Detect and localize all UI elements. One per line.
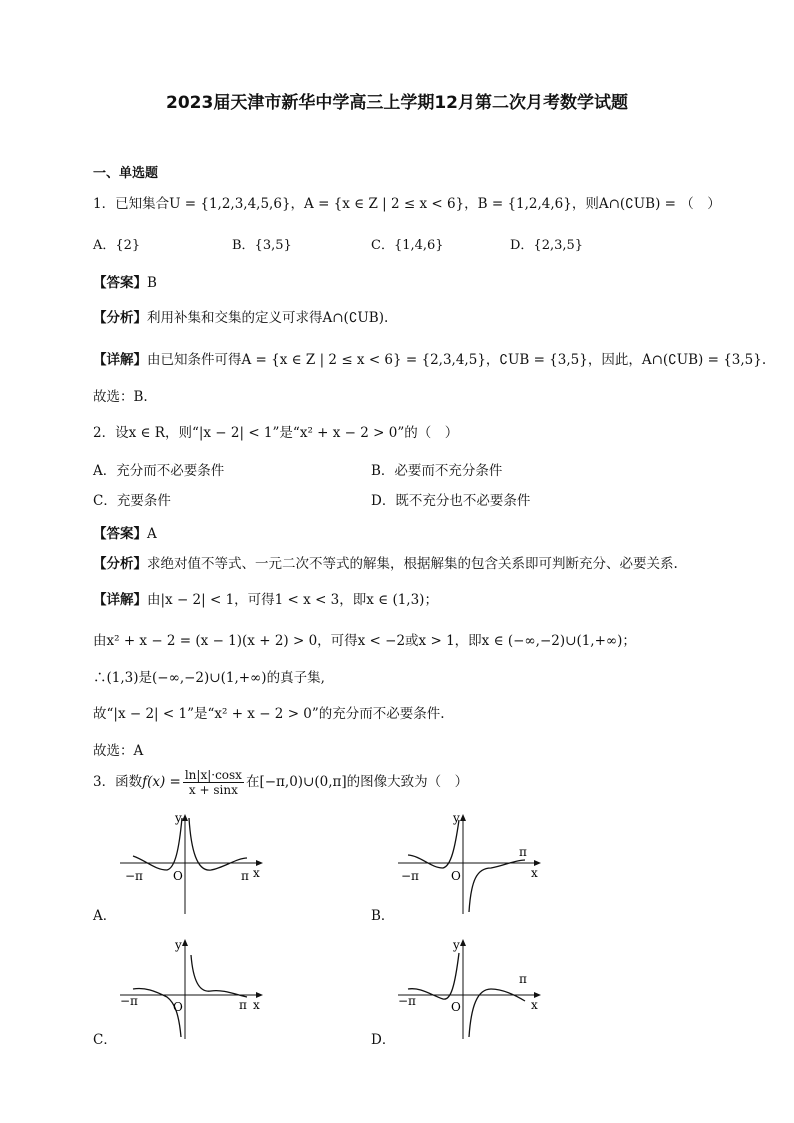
q3-stem: [93, 768, 468, 797]
x-label: x: [531, 998, 538, 1012]
q2-stem: 2．设x ∈ R，则“|x − 2| < 1”是“x² + x − 2 > 0”的（ ）: [93, 425, 459, 441]
y-label: y: [175, 938, 182, 952]
q2-answer-row: [93, 522, 157, 542]
y-label: y: [453, 811, 460, 825]
q1-answer-row: [93, 271, 157, 291]
q3-graph-d: [393, 935, 548, 1043]
x-label: x: [253, 866, 260, 880]
q2-answer-tag: 【答案】: [93, 526, 147, 542]
q3-func-name: f(x) =: [142, 774, 181, 790]
q3-option-a: A．: [93, 908, 117, 924]
section-heading: 一、单选题: [93, 166, 159, 181]
q2-choose: 故选：A: [93, 743, 144, 759]
q3-fraction: [183, 768, 244, 797]
q3-numerator: ln|x|·cosx: [184, 768, 242, 782]
y-axis-arrow-icon: [182, 939, 188, 946]
q2-detail-1: 由|x − 2| < 1，可得1 < x < 3，即x ∈ (1,3)；: [147, 592, 438, 608]
y-axis-arrow-icon: [460, 939, 466, 946]
x-label: x: [531, 866, 538, 880]
q1-option-c: C．{1,4,6}: [371, 238, 444, 253]
page-title: 2023届天津市新华中学高三上学期12月第二次月考数学试题: [166, 93, 628, 113]
q2-option-c: C．充要条件: [93, 493, 171, 509]
pi-label: π: [519, 972, 527, 986]
neg-pi-label: −π: [125, 869, 143, 883]
q1-detail-tag: 【详解】: [93, 352, 147, 368]
neg-pi-label: −π: [398, 994, 416, 1008]
q3-graph-a: [115, 810, 270, 918]
y-label: y: [175, 811, 182, 825]
q1-analysis: 利用补集和交集的定义可求得A∩(∁UB).: [147, 310, 389, 326]
origin-label: O: [173, 1000, 183, 1014]
q2-option-b: B．必要而不充分条件: [371, 463, 503, 479]
q1-detail: 由已知条件可得A = {x ∈ Z | 2 ≤ x < 6} = {2,3,4,5}，∁UB = {3,5}，因此，A∩(∁UB) = {3,5}.: [147, 352, 767, 368]
q2-analysis-tag: 【分析】: [93, 556, 147, 572]
q3-denominator: x + sinx: [188, 783, 238, 797]
x-label: x: [253, 998, 260, 1012]
q1-detail-row: [93, 348, 766, 368]
q1-analysis-row: [93, 306, 388, 326]
q2-detail-row: [93, 588, 438, 608]
curve-right: [469, 860, 525, 912]
q1-option-d: D．{2,3,5}: [510, 238, 584, 253]
q3-option-b: B．: [371, 908, 395, 924]
q1-option-b: B．{3,5}: [232, 238, 292, 253]
q1-analysis-tag: 【分析】: [93, 310, 147, 326]
q2-detail-2: 由x² + x − 2 = (x − 1)(x + 2) > 0，可得x < −2或x > 1，即x ∈ (−∞,−2)∪(1,+∞)；: [93, 633, 636, 649]
q2-option-d: D．既不充分也不必要条件: [371, 493, 531, 509]
pi-label: π: [519, 845, 527, 859]
q1-answer-tag: 【答案】: [93, 275, 147, 291]
neg-pi-label: −π: [120, 994, 138, 1008]
y-axis-arrow-icon: [460, 814, 466, 821]
q2-detail-tag: 【详解】: [93, 592, 147, 608]
curve-left: [408, 820, 459, 868]
q2-option-a: A．充分而不必要条件: [93, 463, 225, 479]
curve-left: [408, 953, 459, 999]
q1-choose: 故选：B.: [93, 389, 148, 405]
q3-option-c: C．: [93, 1032, 117, 1048]
q2-analysis: 求绝对值不等式、一元二次不等式的解集，根据解集的包含关系即可判断充分、必要关系.: [147, 556, 678, 572]
q3-option-d: D．: [371, 1032, 396, 1048]
origin-label: O: [451, 1000, 461, 1014]
origin-label: O: [451, 869, 461, 883]
pi-label: π: [241, 869, 249, 883]
origin-label: O: [173, 869, 183, 883]
pi-label: π: [239, 998, 247, 1012]
q3-graph-b: [393, 810, 548, 918]
q2-answer: A: [147, 526, 157, 542]
q1-option-a: A．{2}: [93, 238, 141, 253]
curve-left: [133, 818, 182, 870]
curve-right: [189, 818, 247, 870]
curve-right: [191, 955, 247, 997]
neg-pi-label: −π: [401, 869, 419, 883]
q3-stem-suffix: 在[−π,0)∪(0,π]的图像大致为（ ）: [245, 774, 469, 790]
q1-answer: B: [147, 275, 157, 291]
q3-stem-prefix: 3．函数: [93, 774, 143, 790]
q2-detail-4: 故“|x − 2| < 1”是“x² + x − 2 > 0”的充分而不必要条件.: [93, 706, 445, 722]
q3-graph-c: [115, 935, 270, 1043]
curve-right: [469, 989, 525, 1037]
q1-stem: 1．已知集合U = {1,2,3,4,5,6}，A = {x ∈ Z | 2 ≤ x < 6}，B = {1,2,4,6}，则A∩(∁UB) = （ ）: [93, 196, 721, 212]
q2-detail-3: ∴(1,3)是(−∞,−2)∪(1,+∞)的真子集,: [93, 670, 325, 686]
q2-analysis-row: [93, 552, 678, 572]
y-axis-arrow-icon: [182, 814, 188, 821]
y-label: y: [453, 938, 460, 952]
